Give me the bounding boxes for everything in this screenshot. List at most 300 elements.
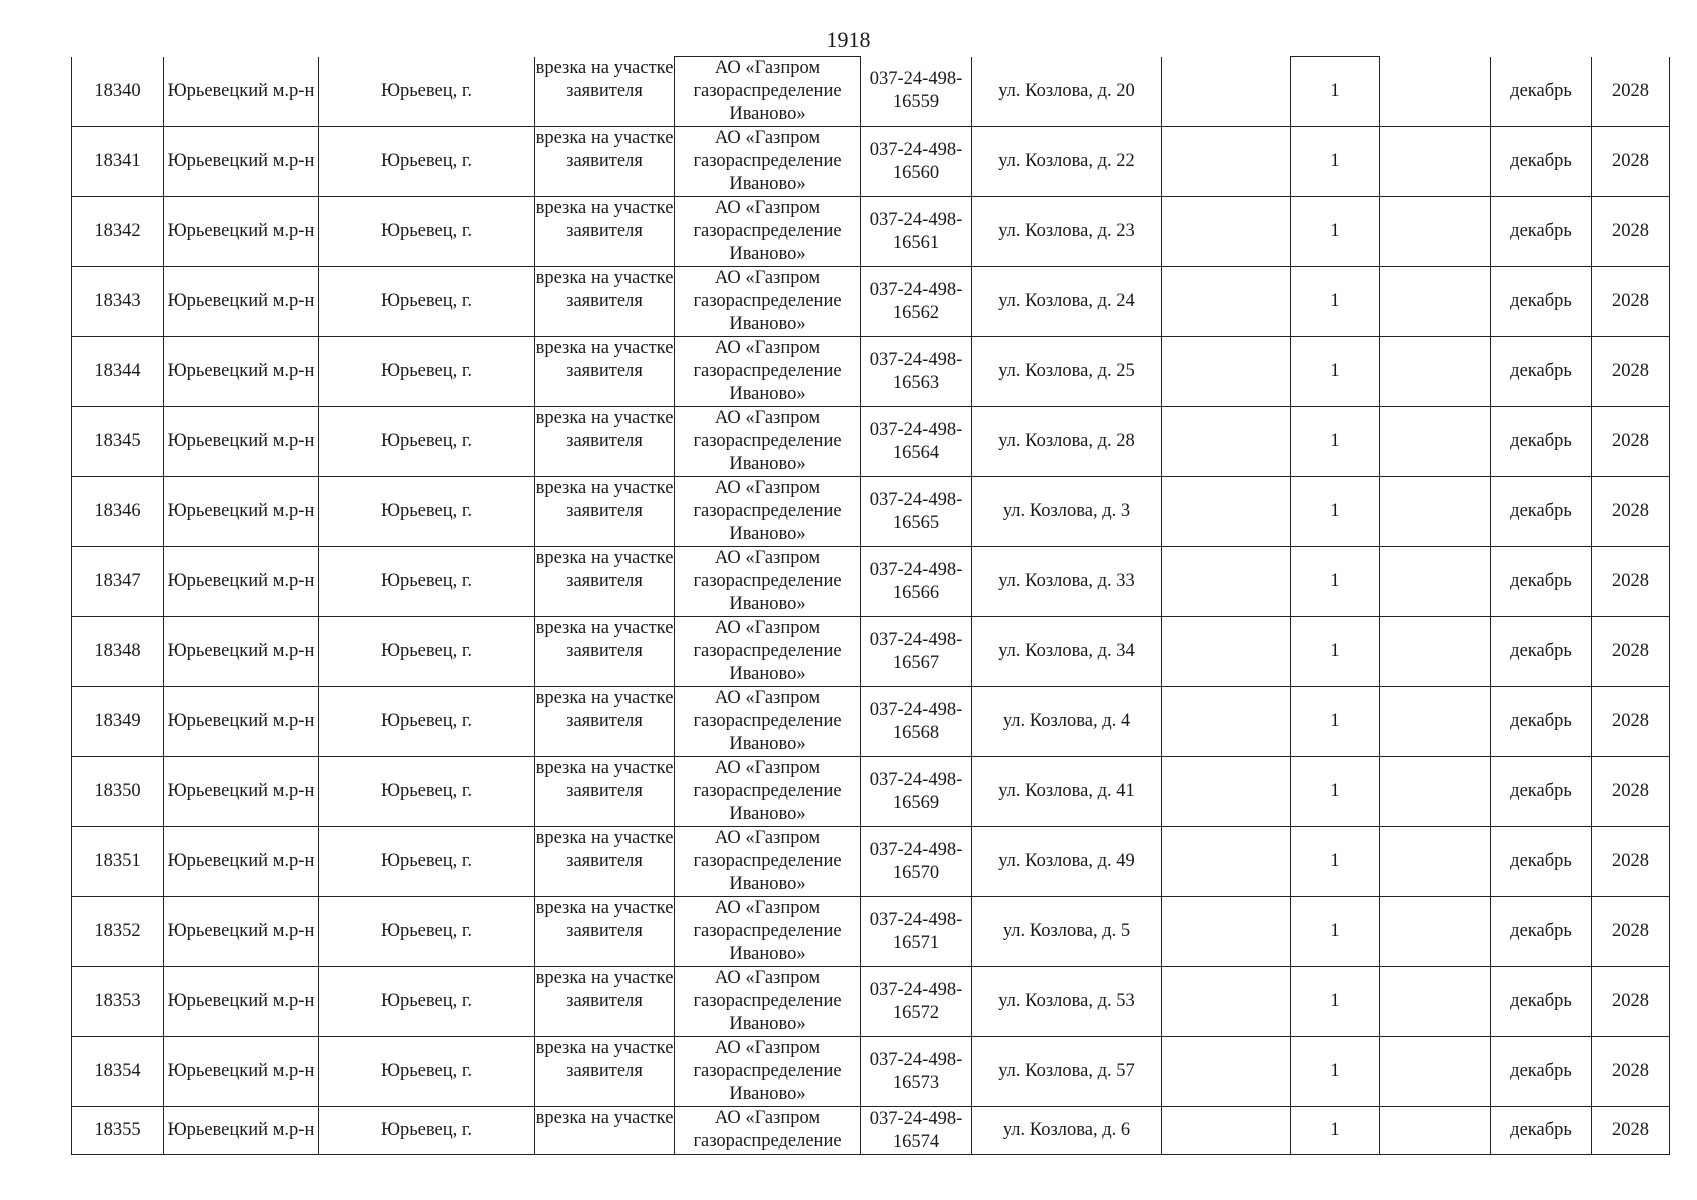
month-text: декабрь — [1510, 151, 1572, 171]
year-text: 2028 — [1612, 921, 1649, 941]
organization-cell — [675, 547, 861, 617]
table-row — [72, 267, 1670, 337]
table-row — [72, 967, 1670, 1037]
row-number-text: 18350 — [94, 781, 141, 801]
count-cell — [1291, 197, 1380, 267]
locality-cell — [319, 57, 535, 127]
locality-cell — [319, 267, 535, 337]
locality-text: Юрьевец, г. — [380, 431, 473, 451]
row-number-cell — [72, 687, 164, 757]
address-cell — [972, 127, 1162, 197]
row-number-cell — [72, 617, 164, 687]
organization-cell — [675, 127, 861, 197]
count-text: 1 — [1330, 781, 1340, 801]
object-code-cell — [861, 967, 972, 1037]
year-cell — [1592, 407, 1670, 477]
district-text: Юрьевецкий м.р-н — [167, 80, 315, 101]
count-text: 1 — [1330, 1120, 1340, 1140]
organization-text: АО «Газпром газораспределение Иваново» — [693, 408, 842, 474]
empty-cell — [1380, 337, 1491, 407]
organization-cell — [675, 687, 861, 757]
empty-cell — [1380, 757, 1491, 827]
month-text: декабрь — [1510, 1120, 1572, 1140]
object-code-text: 037-24-498-16565 — [869, 489, 963, 533]
count-text: 1 — [1330, 921, 1340, 941]
district-text: Юрьевецкий м.р-н — [167, 1061, 315, 1081]
connection-type-text: врезка на участке заявителя — [535, 57, 674, 101]
connection-type-cell — [535, 127, 675, 197]
year-cell — [1592, 757, 1670, 827]
year-cell — [1592, 337, 1670, 407]
connection-type-text: врезка на участке заявителя — [535, 408, 674, 451]
month-text: декабрь — [1510, 641, 1572, 661]
address-cell — [972, 1107, 1162, 1155]
address-text: ул. Козлова, д. 6 — [1002, 1120, 1131, 1140]
organization-cell — [675, 1107, 861, 1155]
table-row — [72, 57, 1670, 127]
empty-cell — [1162, 407, 1291, 477]
table-body — [72, 57, 1670, 1155]
district-cell — [164, 197, 319, 267]
month-text: декабрь — [1510, 781, 1572, 801]
month-cell — [1491, 897, 1592, 967]
page-number: 1918 — [826, 27, 871, 52]
empty-cell — [1162, 197, 1291, 267]
address-text: ул. Козлова, д. 34 — [998, 641, 1135, 661]
district-cell — [164, 827, 319, 897]
month-cell — [1491, 547, 1592, 617]
month-text: декабрь — [1510, 921, 1572, 941]
empty-cell — [1380, 827, 1491, 897]
address-text: ул. Козлова, д. 24 — [998, 291, 1135, 311]
empty-cell — [1380, 57, 1491, 127]
row-number-text: 18353 — [94, 991, 141, 1011]
row-number-cell — [72, 547, 164, 617]
locality-cell — [319, 127, 535, 197]
object-code-text: 037-24-498-16561 — [869, 209, 963, 253]
district-text: Юрьевецкий м.р-н — [167, 641, 315, 661]
month-cell — [1491, 1037, 1592, 1107]
row-number-text: 18355 — [94, 1120, 141, 1140]
address-cell — [972, 897, 1162, 967]
year-cell — [1592, 127, 1670, 197]
empty-cell — [1162, 57, 1291, 127]
organization-text: АО «Газпром газораспределение Иваново» — [693, 968, 842, 1034]
count-cell — [1291, 687, 1380, 757]
organization-cell — [675, 477, 861, 547]
organization-cell — [675, 897, 861, 967]
connection-type-cell — [535, 477, 675, 547]
count-text: 1 — [1330, 81, 1340, 101]
locality-cell — [319, 1037, 535, 1107]
object-code-text: 037-24-498-16559 — [869, 69, 963, 113]
row-number-text: 18340 — [94, 80, 141, 101]
empty-cell — [1162, 617, 1291, 687]
year-cell — [1592, 477, 1670, 547]
locality-cell — [319, 1107, 535, 1155]
row-number-text: 18347 — [94, 571, 141, 591]
connection-type-text: врезка на участке заявителя — [535, 198, 674, 241]
locality-cell — [319, 617, 535, 687]
address-cell — [972, 827, 1162, 897]
month-text: декабрь — [1510, 991, 1572, 1011]
locality-cell — [319, 547, 535, 617]
organization-cell — [675, 337, 861, 407]
count-cell — [1291, 267, 1380, 337]
empty-cell — [1380, 687, 1491, 757]
gas-connection-table-wrapper — [71, 56, 1670, 1155]
month-cell — [1491, 757, 1592, 827]
connection-type-text: врезка на участке заявителя — [535, 898, 674, 941]
organization-text: АО «Газпром газораспределение — [693, 1108, 842, 1151]
year-text: 2028 — [1612, 851, 1649, 871]
row-number-text: 18354 — [94, 1061, 141, 1081]
address-cell — [972, 687, 1162, 757]
year-cell — [1592, 687, 1670, 757]
connection-type-cell — [535, 757, 675, 827]
address-text: ул. Козлова, д. 22 — [998, 151, 1135, 171]
connection-type-cell — [535, 547, 675, 617]
row-number-cell — [72, 1037, 164, 1107]
month-text: декабрь — [1510, 221, 1572, 241]
year-cell — [1592, 547, 1670, 617]
year-cell — [1592, 1107, 1670, 1155]
district-text: Юрьевецкий м.р-н — [167, 501, 315, 521]
count-cell — [1291, 127, 1380, 197]
district-text: Юрьевецкий м.р-н — [167, 1120, 315, 1140]
month-cell — [1491, 197, 1592, 267]
count-cell — [1291, 407, 1380, 477]
year-text: 2028 — [1612, 221, 1649, 241]
address-text: ул. Козлова, д. 57 — [998, 1061, 1135, 1081]
month-text: декабрь — [1510, 80, 1572, 101]
empty-cell — [1380, 127, 1491, 197]
table-row — [72, 407, 1670, 477]
district-text: Юрьевецкий м.р-н — [167, 361, 315, 381]
address-cell — [972, 477, 1162, 547]
address-text: ул. Козлова, д. 5 — [1002, 921, 1131, 941]
table-row — [72, 477, 1670, 547]
district-text: Юрьевецкий м.р-н — [167, 711, 315, 731]
empty-cell — [1380, 1037, 1491, 1107]
row-number-text: 18344 — [94, 361, 141, 381]
organization-cell — [675, 1037, 861, 1107]
table-row — [72, 687, 1670, 757]
row-number-text: 18349 — [94, 711, 141, 731]
address-cell — [972, 757, 1162, 827]
empty-cell — [1162, 1107, 1291, 1155]
row-number-text: 18342 — [94, 221, 141, 241]
district-cell — [164, 407, 319, 477]
district-text: Юрьевецкий м.р-н — [167, 851, 315, 871]
year-cell — [1592, 1037, 1670, 1107]
year-cell — [1592, 267, 1670, 337]
locality-cell — [319, 407, 535, 477]
organization-cell — [675, 407, 861, 477]
district-text: Юрьевецкий м.р-н — [167, 221, 315, 241]
count-cell — [1291, 1037, 1380, 1107]
address-text: ул. Козлова, д. 23 — [998, 221, 1135, 241]
month-cell — [1491, 337, 1592, 407]
locality-cell — [319, 197, 535, 267]
object-code-text: 037-24-498-16573 — [869, 1049, 963, 1093]
object-code-cell — [861, 617, 972, 687]
district-cell — [164, 757, 319, 827]
count-text: 1 — [1330, 711, 1340, 731]
month-cell — [1491, 967, 1592, 1037]
object-code-cell — [861, 477, 972, 547]
object-code-text: 037-24-498-16574 — [869, 1108, 963, 1152]
year-cell — [1592, 197, 1670, 267]
connection-type-cell — [535, 1107, 675, 1155]
month-cell — [1491, 687, 1592, 757]
address-cell — [972, 547, 1162, 617]
month-cell — [1491, 407, 1592, 477]
empty-cell — [1162, 267, 1291, 337]
object-code-text: 037-24-498-16566 — [869, 559, 963, 603]
organization-cell — [675, 57, 861, 127]
empty-cell — [1162, 1037, 1291, 1107]
table-row — [72, 897, 1670, 967]
count-cell — [1291, 967, 1380, 1037]
count-cell — [1291, 897, 1380, 967]
connection-type-cell — [535, 687, 675, 757]
address-text: ул. Козлова, д. 53 — [998, 991, 1135, 1011]
locality-text: Юрьевец, г. — [380, 501, 473, 521]
row-number-text: 18346 — [94, 501, 141, 521]
row-number-cell — [72, 1107, 164, 1155]
year-text: 2028 — [1612, 1061, 1649, 1081]
locality-text: Юрьевец, г. — [380, 921, 473, 941]
object-code-cell — [861, 1107, 972, 1155]
empty-cell — [1162, 477, 1291, 547]
locality-text: Юрьевец, г. — [380, 641, 473, 661]
empty-cell — [1380, 897, 1491, 967]
count-cell — [1291, 337, 1380, 407]
object-code-cell — [861, 897, 972, 967]
address-cell — [972, 57, 1162, 127]
organization-text: АО «Газпром газораспределение Иваново» — [693, 688, 842, 754]
object-code-cell — [861, 547, 972, 617]
district-cell — [164, 1037, 319, 1107]
empty-cell — [1380, 407, 1491, 477]
row-number-cell — [72, 337, 164, 407]
district-cell — [164, 57, 319, 127]
organization-cell — [675, 827, 861, 897]
table-row — [72, 1037, 1670, 1107]
organization-cell — [675, 197, 861, 267]
row-number-cell — [72, 897, 164, 967]
organization-cell — [675, 617, 861, 687]
address-cell — [972, 1037, 1162, 1107]
month-cell — [1491, 827, 1592, 897]
count-cell — [1291, 547, 1380, 617]
month-text: декабрь — [1510, 851, 1572, 871]
count-text: 1 — [1330, 991, 1340, 1011]
month-cell — [1491, 477, 1592, 547]
object-code-text: 037-24-498-16572 — [869, 979, 963, 1023]
empty-cell — [1162, 897, 1291, 967]
organization-text: АО «Газпром газораспределение Иваново» — [693, 128, 842, 194]
object-code-text: 037-24-498-16563 — [869, 349, 963, 393]
locality-cell — [319, 687, 535, 757]
row-number-cell — [72, 57, 164, 127]
object-code-cell — [861, 337, 972, 407]
object-code-text: 037-24-498-16568 — [869, 699, 963, 743]
organization-text: АО «Газпром газораспределение Иваново» — [693, 618, 842, 684]
locality-cell — [319, 897, 535, 967]
year-text: 2028 — [1612, 151, 1649, 171]
year-text: 2028 — [1612, 80, 1649, 101]
organization-text: АО «Газпром газораспределение Иваново» — [693, 338, 842, 404]
year-text: 2028 — [1612, 571, 1649, 591]
district-cell — [164, 127, 319, 197]
month-cell — [1491, 617, 1592, 687]
address-cell — [972, 197, 1162, 267]
organization-text: АО «Газпром газораспределение Иваново» — [693, 758, 842, 824]
object-code-text: 037-24-498-16562 — [869, 279, 963, 323]
object-code-cell — [861, 407, 972, 477]
row-number-cell — [72, 407, 164, 477]
empty-cell — [1380, 197, 1491, 267]
count-text: 1 — [1330, 1061, 1340, 1081]
count-text: 1 — [1330, 641, 1340, 661]
object-code-cell — [861, 827, 972, 897]
connection-type-text: врезка на участке заявителя — [535, 1038, 674, 1081]
district-cell — [164, 477, 319, 547]
organization-cell — [675, 267, 861, 337]
year-cell — [1592, 57, 1670, 127]
connection-type-text: врезка на участке заявителя — [535, 618, 674, 661]
row-number-cell — [72, 827, 164, 897]
district-cell — [164, 967, 319, 1037]
row-number-text: 18341 — [94, 151, 141, 171]
address-cell — [972, 617, 1162, 687]
connection-type-text: врезка на участке заявителя — [535, 338, 674, 381]
connection-type-text: врезка на участке заявителя — [535, 828, 674, 871]
table-row — [72, 547, 1670, 617]
object-code-text: 037-24-498-16560 — [869, 139, 963, 183]
year-text: 2028 — [1612, 711, 1649, 731]
object-code-text: 037-24-498-16567 — [869, 629, 963, 673]
month-text: декабрь — [1510, 571, 1572, 591]
row-number-text: 18348 — [94, 641, 141, 661]
organization-text: АО «Газпром газораспределение Иваново» — [693, 898, 842, 964]
row-number-cell — [72, 267, 164, 337]
row-number-text: 18351 — [94, 851, 141, 871]
empty-cell — [1380, 477, 1491, 547]
connection-type-text: врезка на участке заявителя — [535, 128, 674, 171]
count-cell — [1291, 827, 1380, 897]
table-row — [72, 617, 1670, 687]
district-cell — [164, 897, 319, 967]
locality-text: Юрьевец, г. — [380, 1061, 473, 1081]
row-number-text: 18343 — [94, 291, 141, 311]
object-code-cell — [861, 687, 972, 757]
empty-cell — [1380, 617, 1491, 687]
month-text: декабрь — [1510, 291, 1572, 311]
empty-cell — [1162, 337, 1291, 407]
object-code-cell — [861, 127, 972, 197]
count-cell — [1291, 757, 1380, 827]
connection-type-cell — [535, 617, 675, 687]
address-cell — [972, 337, 1162, 407]
count-cell — [1291, 477, 1380, 547]
address-text: ул. Козлова, д. 49 — [998, 851, 1135, 871]
count-cell — [1291, 57, 1380, 127]
district-text: Юрьевецкий м.р-н — [167, 991, 315, 1011]
organization-text: АО «Газпром газораспределение Иваново» — [693, 478, 842, 544]
empty-cell — [1162, 547, 1291, 617]
connection-type-text: врезка на участке заявителя — [535, 758, 674, 801]
address-text: ул. Козлова, д. 4 — [1002, 711, 1131, 731]
district-text: Юрьевецкий м.р-н — [167, 781, 315, 801]
year-text: 2028 — [1612, 361, 1649, 381]
year-text: 2028 — [1612, 501, 1649, 521]
district-text: Юрьевецкий м.р-н — [167, 571, 315, 591]
count-text: 1 — [1330, 291, 1340, 311]
organization-text: АО «Газпром газораспределение Иваново» — [693, 58, 842, 124]
locality-text: Юрьевец, г. — [380, 991, 473, 1011]
year-text: 2028 — [1612, 641, 1649, 661]
district-text: Юрьевецкий м.р-н — [167, 291, 315, 311]
object-code-cell — [861, 197, 972, 267]
connection-type-cell — [535, 337, 675, 407]
district-cell — [164, 267, 319, 337]
month-text: декабрь — [1510, 501, 1572, 521]
locality-cell — [319, 757, 535, 827]
year-cell — [1592, 617, 1670, 687]
locality-text: Юрьевец, г. — [380, 151, 473, 171]
locality-cell — [319, 827, 535, 897]
connection-type-cell — [535, 407, 675, 477]
connection-type-cell — [535, 897, 675, 967]
connection-type-text: врезка на участке заявителя — [535, 548, 674, 591]
month-text: декабрь — [1510, 361, 1572, 381]
address-cell — [972, 267, 1162, 337]
district-text: Юрьевецкий м.р-н — [167, 151, 315, 171]
object-code-text: 037-24-498-16569 — [869, 769, 963, 813]
table-row — [72, 757, 1670, 827]
count-cell — [1291, 617, 1380, 687]
row-number-text: 18345 — [94, 431, 141, 451]
locality-text: Юрьевец, г. — [380, 711, 473, 731]
district-cell — [164, 1107, 319, 1155]
address-text: ул. Козлова, д. 3 — [1002, 501, 1131, 521]
row-number-cell — [72, 967, 164, 1037]
count-text: 1 — [1330, 221, 1340, 241]
year-cell — [1592, 827, 1670, 897]
district-cell — [164, 617, 319, 687]
month-cell — [1491, 57, 1592, 127]
organization-cell — [675, 757, 861, 827]
address-text: ул. Козлова, д. 33 — [998, 571, 1135, 591]
locality-text: Юрьевец, г. — [380, 571, 473, 591]
district-cell — [164, 547, 319, 617]
locality-cell — [319, 477, 535, 547]
connection-type-text: врезка на участке заявителя — [535, 478, 674, 521]
address-text: ул. Козлова, д. 28 — [998, 431, 1135, 451]
locality-text: Юрьевец, г. — [380, 851, 473, 871]
empty-cell — [1162, 127, 1291, 197]
connection-type-cell — [535, 57, 675, 127]
year-cell — [1592, 897, 1670, 967]
connection-type-cell — [535, 267, 675, 337]
month-cell — [1491, 267, 1592, 337]
locality-text: Юрьевец, г. — [380, 291, 473, 311]
month-text: декабрь — [1510, 431, 1572, 451]
row-number-cell — [72, 477, 164, 547]
